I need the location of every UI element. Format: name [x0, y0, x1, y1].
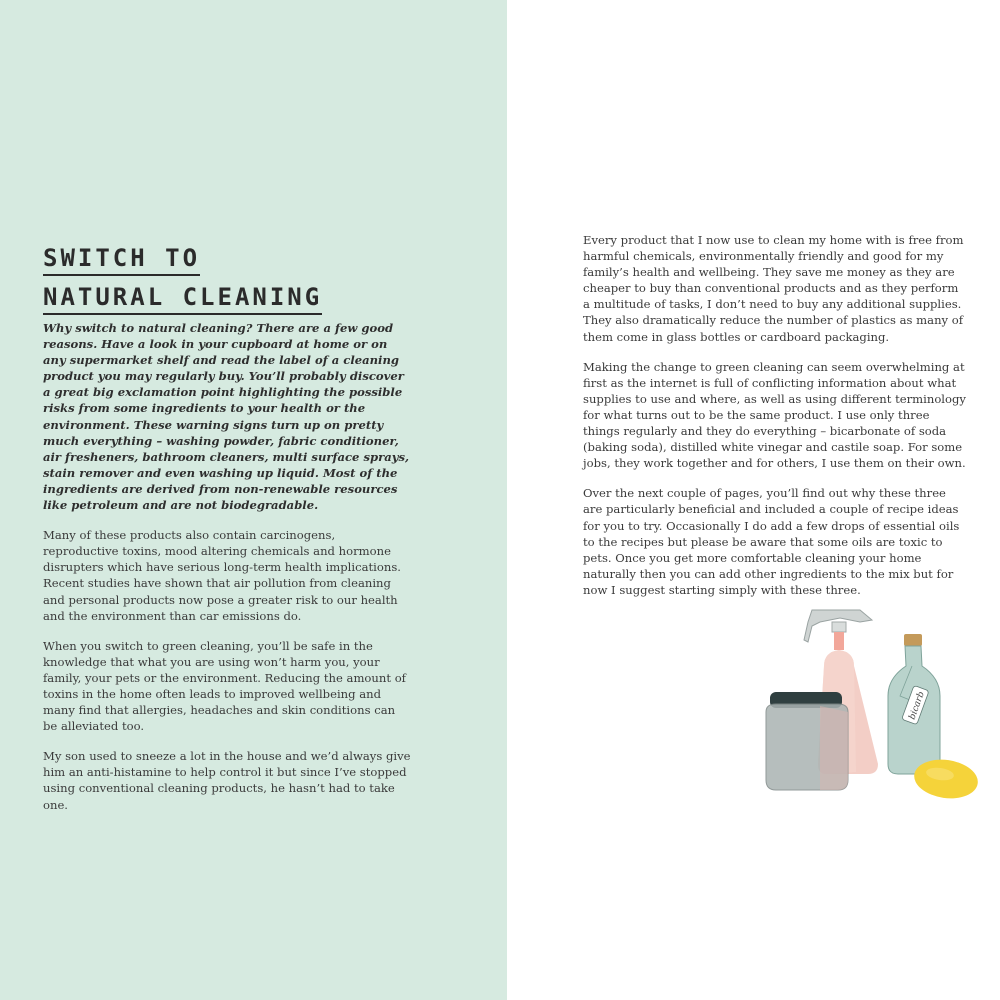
- title-line-1: SWITCH TO: [43, 243, 200, 276]
- left-paragraph-3: My son used to sneeze a lot in the house and we’d always give him an anti-histamine to help control it but since I’ve stopped using conventional cleaning products, he hasn’t had to take one.: [43, 749, 411, 812]
- glass-bottle-icon: [888, 634, 940, 774]
- page-title: [43, 240, 322, 318]
- left-paragraph-2: When you switch to green cleaning, you’ll be safe in the knowledge that what you are using won’t harm you, your family, your pets or the environment. Reducing the amount of toxins in the home often leads to improved wellbeing and many find that allergies, headaches and skin conditions can be alleviated too.: [43, 638, 406, 734]
- right-paragraph-3: Over the next couple of pages, you’ll find out why these three are particularly beneficial and included a couple of recipe ideas for you to try. Occasionally I do add a few drops of essential oils to the recipes but please be aware that some oils are toxic to pets. Once you get more comfortable cleaning your home naturally then you can add other ingredients to the mix but for now I suggest starting simply with these three.: [583, 486, 960, 597]
- left-paragraph-1: Many of these products also contain carcinogens, reproductive toxins, mood altering chemicals and hormone disrupters which have serious long-term health implications. Recent studies have shown that air pollution from cleaning and personal products now pose a greater risk to our health and the environment than car emissions do.: [43, 528, 401, 623]
- jar-icon: [766, 692, 848, 790]
- tag-text: bicarb: [907, 690, 927, 722]
- cleaning-supplies-illustration: [760, 604, 985, 804]
- right-paragraph-2: Making the change to green cleaning can seem overwhelming at first as the internet is full of conflicting information about what supplies to use and where, as well as using different terminology for what turns out to be the same product. I use only three things regularly and they do everything – bicarbonate of soda (baking soda), distilled white vinegar and castile soap. For some jobs, they work together and for others, I use them on their own.: [583, 359, 966, 471]
- title-line-2: NATURAL CLEANING: [43, 282, 322, 315]
- intro-paragraph: Why switch to natural cleaning? There are a few good reasons. Have a look in your cupboard at home or on any supermarket shelf and read the label of a cleaning product you may regularly buy. You’ll probably discover a great big exclamation point highlighting the possible risks from some ingredients to your health or the environment. These warning signs turn up on pretty much everything – washing powder, fabric conditioner, air fresheners, bathroom cleaners, multi surface sprays, stain remover and even washing up liquid. Most of the ingredients are derived from non-renewable resources like petroleum and are not biodegradable.: [43, 321, 410, 513]
- right-paragraph-1: Every product that I now use to clean my home with is free from harmful chemicals, environmentally friendly and good for my family’s health and wellbeing. They save me money as they are cheaper to buy than conventional products and as they perform a multitude of tasks, I don’t need to buy any additional supplies. They also dramatically reduce the number of plastics as many of them come in glass bottles or cardboard packaging.: [583, 233, 964, 344]
- left-body-text: [43, 320, 411, 827]
- right-body-text: [583, 232, 968, 612]
